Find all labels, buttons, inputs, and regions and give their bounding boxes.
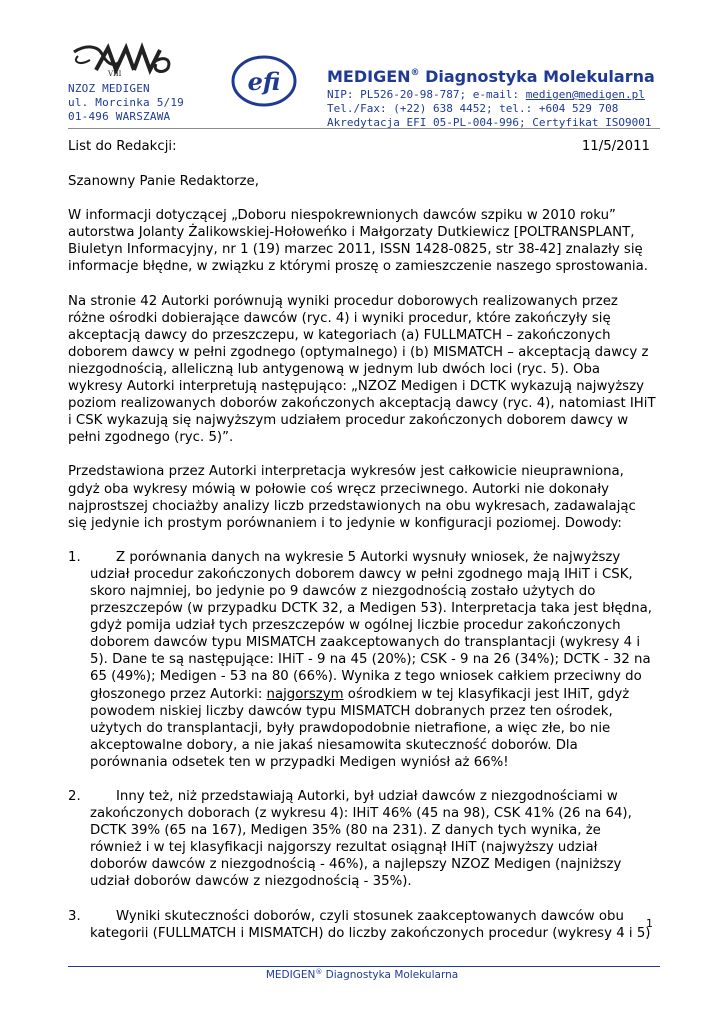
svg-text:VIII: VIII	[108, 70, 122, 78]
efi-logo	[231, 55, 297, 107]
list-item-text: Inny też, niż przedstawiają Autorki, był udział dawców z niezgodnościami w zakończonych doborach (z wykresu 4): IHiT 46% (45 na 98), CSK 41% (26 na 64), DCTK 39% (65 na 167), Medigen 35% (80 na 231). Z danych tych wynika, że również i w tej klasyfikacji najgorszy rezultat osiągnął IHiT (najwyższy udział doborów dawców z niezgodnością - 46%), a najlepszy NZOZ Medigen (najniższy udział doborów dawców z niezgodnością - 35%).	[90, 789, 632, 890]
phone-line: Tel./Fax: (+22) 638 4452; tel.: +604 529 708	[327, 102, 619, 115]
accreditation-line: Akredytacja EFI 05-PL-004-996; Certyfikat ISO9001	[327, 116, 652, 129]
nip-email-line: NIP: PL526-20-98-787; e-mail: medigen@medigen.pl	[327, 88, 645, 101]
svg-text:efi: efi	[247, 67, 281, 96]
evidence-list	[68, 549, 656, 942]
header-divider	[68, 128, 660, 129]
underlined-word: najgorszym	[266, 686, 344, 702]
paragraph-1: W informacji dotyczącej „Doboru niespokrewnionych dawców szpiku w 2010 roku” autorstwa Jolanty Żalikowskiej-Hołoweńko i Małgorzaty Dutkiewicz [POLTRANSPLANT, Biuletyn Informacyjny, nr 1 (19) marzec 2011, ISSN 1428-0825, str 38-42] znalazły się informacje błędne, w związku z którymi proszę o zamieszczenie naszego sprostowania.	[68, 208, 649, 275]
letter-date: 11/5/2011	[581, 139, 650, 154]
greeting: Szanowny Panie Redaktorze,	[68, 174, 259, 190]
list-item-number: 3.	[68, 908, 81, 924]
letter-heading-row	[68, 138, 656, 155]
letterhead-title: MEDIGEN® Diagnostyka Molekularna	[327, 67, 655, 86]
letterhead	[327, 64, 655, 130]
paragraph-2: Na stronie 42 Autorki porównują wyniki procedur doborowych realizowanych przez różne ośrodki dobierające dawców (ryc. 4) i wyniki procedur, które zakończyły się akceptacją dawcy do przeszczepu, w kategoriach (a) FULLMATCH – zakończonych doborem dawcy w pełni zgodnego (optymalnego) i (b) MISMATCH – akceptacją dawcy z niezgodnością, alleliczną lub antygenową w jednym lub dwóch loci (ryc. 5). Oba wykresy Autorki interpretują następująco: „NZOZ Medigen i DCTK wykazują najwyższy poziom realizowanych doborów zakończonych akceptacją dawcy (ryc. 4), natomiast IHiT i CSK wykazują się najwyższym udziałem procedur zakończonych doborem dawcy w pełni zgodnego (ryc. 5)”.	[68, 293, 656, 446]
street-address: ul. Morcinka 5/19	[68, 96, 184, 109]
list-item-text: Wyniki skuteczności doborów, czyli stosunek zaakceptowanych dawców obu kategorii (FULLMATCH i MISMATCH) do liczby zakończonych procedur (wykresy 4 i 5)	[90, 908, 651, 941]
list-item-number: 1.	[68, 549, 81, 565]
letter-label: List do Redakcji:	[68, 139, 177, 154]
list-item	[68, 788, 656, 891]
paragraph-3: Przedstawiona przez Autorki interpretacja wykresów jest całkowicie nieuprawniona, gdyż oba wykresy mówią w połowie coś wręcz przeciwnego. Autorki nie dokonały najprostszej chociażby analizy liczb przedstawionych na obu wykresach, zadawalając się jedynie ich prostym porównaniem i to jedynie w konfiguracji poziomej. Dowody:	[68, 464, 636, 531]
email-link[interactable]: medigen@medigen.pl	[525, 88, 645, 101]
page-number: 1	[646, 917, 653, 930]
company-name: NZOZ MEDIGEN	[68, 82, 150, 95]
footer: MEDIGEN® Diagnostyka Molekularna	[265, 968, 459, 981]
sender-address	[68, 82, 184, 124]
list-item-text-cont: ośrodkiem w tej klasyfikacji jest IHiT, gdyż powodem niskiej liczby dawców typu MISMATCH dobranych przez ten ośrodek, użytych do transplantacji, były prawdopodobnie nietrafione, a więc złe, bo nie akceptowalne dobory, a nie jakaś niesamowita skuteczność doborów. Dla porównania odsetek ten w przypadki Medigen wyniósł aż 66%!	[90, 686, 630, 770]
city-address: 01-496 WARSZAWA	[68, 110, 171, 123]
list-item	[68, 549, 656, 771]
medigen-script-logo	[68, 40, 178, 80]
footer-divider	[68, 966, 660, 967]
list-item-text: Z porównania danych na wykresie 5 Autorki wysnuły wniosek, że najwyższy udział procedur zakończonych doborem dawcy w pełni zgodnego mają IHiT i CSK, skoro najmniej, bo jedynie po 9 dawców z niezgodnością zostało użytych do przeszczepów (w przypadku DCTK 32, a Medigen 53). Interpretacja taka jest błędna, gdyż pomija udział tych przeszczepów w ogólnej liczbie procedur zakończonych doborem dawców typu MISMATCH zaakceptowanych do transplantacji (wykresy 4 i 5). Dane te są następujące: IHiT - 9 na 45 (20%); CSK - 9 na 26 (34%); DCTK - 32 na 65 (49%); Medigen - 53 na 80 (66%). Wynika z tego wniosek całkiem przeciwny do głoszonego przez Autorki:	[90, 549, 652, 702]
list-item	[68, 908, 656, 942]
list-item-number: 2.	[68, 789, 81, 804]
letter-body	[68, 138, 656, 959]
